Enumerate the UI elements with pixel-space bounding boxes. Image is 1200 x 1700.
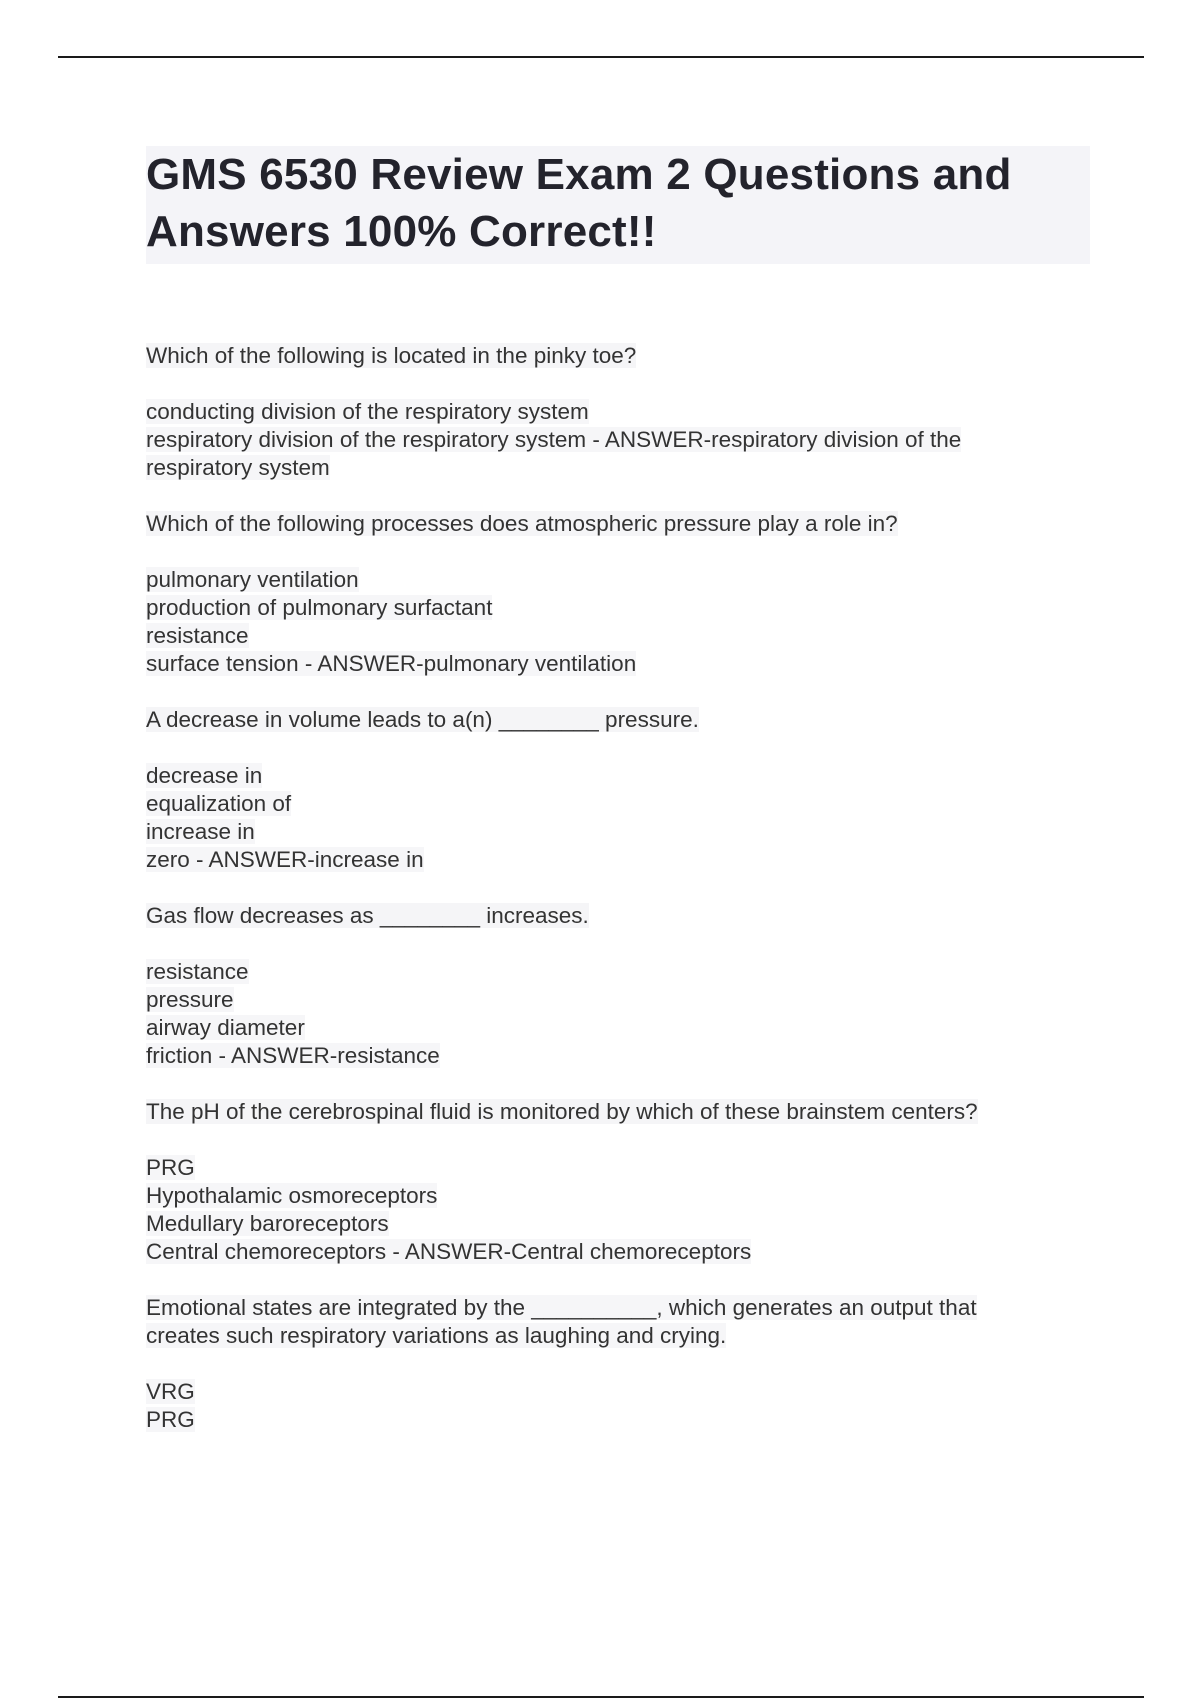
options-1 (146, 398, 1090, 482)
option-text: airway diameter (146, 1015, 305, 1040)
options-4 (146, 958, 1090, 1070)
qa-item-6 (146, 1294, 1090, 1434)
title-box (146, 146, 1090, 264)
option-text: pulmonary ventilation (146, 567, 359, 592)
option-line (146, 762, 1090, 790)
option-line (146, 790, 1090, 818)
option-text: resistance (146, 959, 249, 984)
option-line (146, 1042, 1090, 1070)
option-text: zero - ANSWER-increase in (146, 847, 424, 872)
question-6 (146, 1294, 1090, 1350)
question-2-text: Which of the following processes does atmospheric pressure play a role in? (146, 511, 898, 536)
option-line (146, 1210, 1090, 1238)
option-line (146, 958, 1090, 986)
option-text: decrease in (146, 763, 263, 788)
option-line (146, 1014, 1090, 1042)
option-line (146, 398, 1090, 426)
option-text: Central chemoreceptors - ANSWER-Central chemoreceptors (146, 1239, 752, 1264)
option-line (146, 622, 1090, 650)
question-1-text: Which of the following is located in the pinky toe? (146, 343, 637, 368)
option-text: conducting division of the respiratory system (146, 399, 589, 424)
question-1 (146, 342, 1090, 370)
option-line (146, 426, 1090, 454)
qa-item-5 (146, 1098, 1090, 1266)
option-text: respiratory system (146, 455, 330, 480)
question-2 (146, 510, 1090, 538)
option-line (146, 1406, 1090, 1434)
question-5-text: The pH of the cerebrospinal fluid is monitored by which of these brainstem centers? (146, 1099, 978, 1124)
question-4-text: Gas flow decreases as ________ increases. (146, 903, 589, 928)
option-line (146, 1154, 1090, 1182)
document-body (146, 146, 1090, 1462)
option-text: pressure (146, 987, 234, 1012)
top-rule (58, 56, 1144, 58)
options-3 (146, 762, 1090, 874)
question-5 (146, 1098, 1090, 1126)
option-line (146, 986, 1090, 1014)
options-5 (146, 1154, 1090, 1266)
option-line (146, 846, 1090, 874)
option-line (146, 650, 1090, 678)
option-text: respiratory division of the respiratory system - ANSWER-respiratory division of the (146, 427, 962, 452)
option-line (146, 566, 1090, 594)
option-line (146, 454, 1090, 482)
options-6 (146, 1378, 1090, 1434)
bottom-rule (58, 1696, 1144, 1698)
question-4 (146, 902, 1090, 930)
question-3-text: A decrease in volume leads to a(n) ________ pressure. (146, 707, 699, 732)
option-text: surface tension - ANSWER-pulmonary ventilation (146, 651, 637, 676)
option-text: friction - ANSWER-resistance (146, 1043, 440, 1068)
option-line (146, 594, 1090, 622)
question-6-text: Emotional states are integrated by the __________, which generates an output that (146, 1295, 977, 1320)
option-text: equalization of (146, 791, 292, 816)
question-3 (146, 706, 1090, 734)
document-title: GMS 6530 Review Exam 2 Questions and Answers 100% Correct!! (146, 150, 1012, 256)
qa-item-4 (146, 902, 1090, 1070)
question-line (146, 1294, 1090, 1322)
option-text: VRG (146, 1379, 195, 1404)
option-line (146, 1378, 1090, 1406)
option-text: increase in (146, 819, 255, 844)
option-text: resistance (146, 623, 249, 648)
option-text: Hypothalamic osmoreceptors (146, 1183, 438, 1208)
question-line (146, 1322, 1090, 1350)
question-6-text: creates such respiratory variations as laughing and crying. (146, 1323, 727, 1348)
option-line (146, 818, 1090, 846)
qa-item-2 (146, 510, 1090, 678)
option-text: PRG (146, 1155, 195, 1180)
option-line (146, 1182, 1090, 1210)
qa-item-3 (146, 706, 1090, 874)
option-text: production of pulmonary surfactant (146, 595, 493, 620)
option-text: Medullary baroreceptors (146, 1211, 389, 1236)
options-2 (146, 566, 1090, 678)
option-text: PRG (146, 1407, 195, 1432)
qa-item-1 (146, 342, 1090, 482)
option-line (146, 1238, 1090, 1266)
